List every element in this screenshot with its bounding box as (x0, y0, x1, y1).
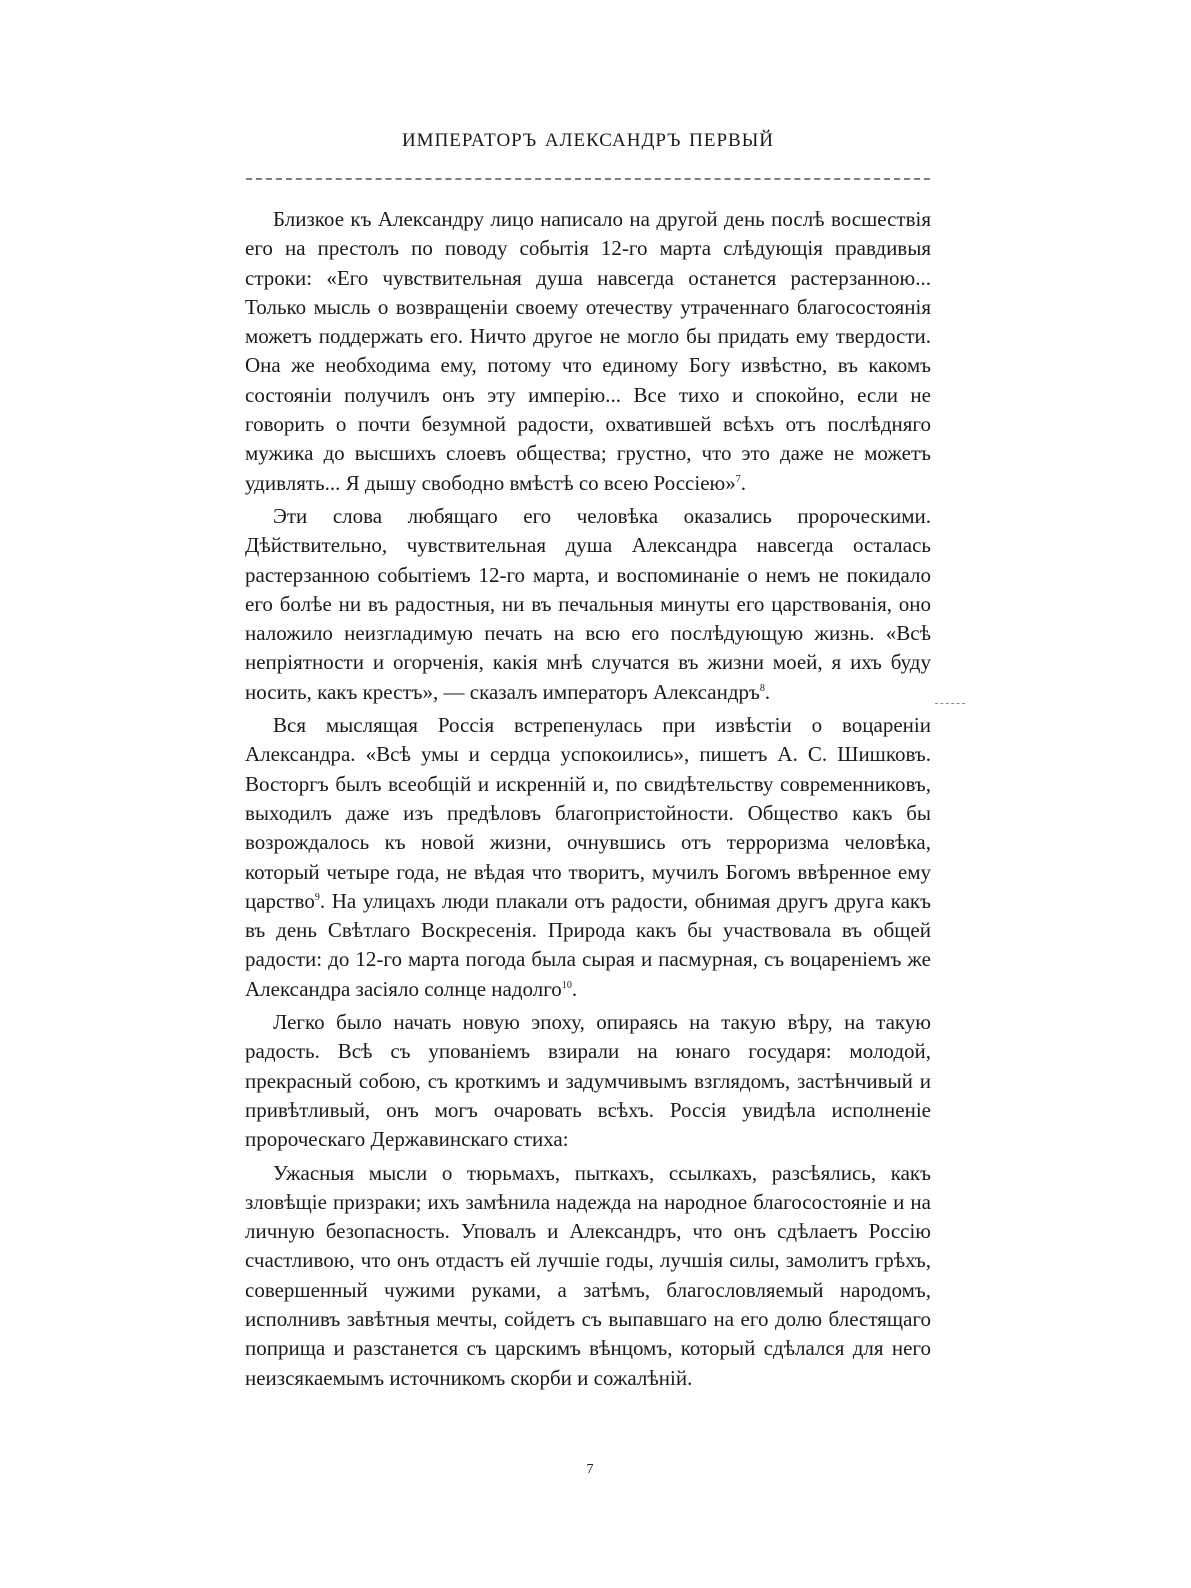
footnote-ref-7: 7 (735, 473, 741, 485)
paragraph-4 (245, 1008, 931, 1154)
running-title: ИМПЕРАТОРЪ АЛЕКСАНДРЪ ПЕРВЫЙ (401, 130, 775, 151)
paragraph-4-text: Легко было начать новую эпоху, опираясь на такую вѣру, на такую радость. Всѣ съ упованіемъ взирали на юнаго государя: молодой, прекрасный собою, съ кроткимъ и задумчивымъ взглядомъ, застѣнчивый и привѣтливый, онъ могъ очаровать всѣхъ. Россія увидѣла исполненіе пророческаго Державинскаго стиха: (245, 1010, 931, 1152)
paragraph-2-text: Эти слова любящаго его человѣка оказались пророческими. Дѣйствительно, чувствительная душа Александра навсегда осталась растерзанною событiемъ 12-го марта, и воспоминаніе о немъ не покидало его болѣе ни въ радостныя, ни въ печальныя минуты его царствованія, оно наложило неизгладимую печать на всю его послѣдующую жизнь. «Всѣ непріятности и огорченія, какія мнѣ случатся въ жизни моей, я ихъ буду носить, какъ крестъ», — сказалъ императоръ Александръ (245, 503, 931, 704)
paragraph-3 (245, 711, 931, 1004)
paragraph-5-text: Ужасныя мысли о тюрьмахъ, пыткахъ, ссылкахъ, разсѣялись, какъ зловѣщіе призраки; ихъ замѣнила надежда на народное благосостояніе и на личную безопасность. Уповалъ и Александръ, что онъ сдѣлаетъ Россію счастливою, что онъ отдастъ ей лучшіе годы, лучшія силы, замолитъ грѣхъ, совершенный чужими руками, а затѣмъ, благословляемый народомъ, исполнивъ завѣтныя мечты, сойдетъ съ выпавшаго на его долю блестящаго поприща и разстанется съ царскимъ вѣнцомъ, который сдѣлался для него неизсякаемымъ источникомъ скорби и сожалѣній. (245, 1160, 931, 1390)
header-rule (246, 178, 930, 180)
page-number: 7 (586, 1462, 594, 1477)
margin-mark (935, 703, 965, 704)
body-text (245, 205, 931, 1397)
footnote-ref-10: 10 (561, 979, 572, 991)
paragraph-2: Эти слова любящаго его человѣка оказались пророческими. Дѣйствительно, чувствительная душа Александра навсегда осталась растерзанною событiемъ 12-го марта, и воспоминаніе о немъ не покидало его болѣе ни въ радостныя, ни въ печальныя минуты его царствованія, оно наложило неизгладимую печать на всю его послѣдующую жизнь. «Всѣ непріятности и огорченія, какія мнѣ случатся въ жизни моей, я ихъ буду носить, какъ крестъ», — сказалъ императоръ Александръ$^8$. (245, 503, 931, 704)
paragraph-3-text-b: . На улицахъ люди плакали отъ радости, обнимая другъ друга какъ въ день Свѣтлаго Воскресенія. Природа какъ бы участвовала въ общей радости: до 12-го марта погода была сырая и пасмурная, съ воцареніемъ же Александра засіяло солнце надолго (245, 888, 931, 1001)
footnote-ref-8: 8 (759, 682, 765, 694)
paragraph-5 (245, 1159, 931, 1393)
footnote-ref-9: 9 (314, 891, 320, 903)
paragraph-1-text: Близкое къ Александру лицо написало на другой день послѣ восшествія его на престолъ по поводу событія 12-го марта слѣдующія правдивыя строки: «Его чувствительная душа навсегда останется растерзанною... Только мысль о возвращенiи своему отечеству утраченнаго благосостоянія можетъ поддержать его. Ничто другое не могло бы придать ему твердости. Она же необходима ему, потому что единому Богу извѣстно, въ какомъ состоянiи получилъ онъ эту имперію... Все тихо и спокойно, если не говорить о почти безумной радости, охватившей всѣхъ отъ послѣдняго мужика до высшихъ слоевъ общества; грустно, что это даже не можетъ удивлять... Я дышу свободно вмѣстѣ со всею Россiею» (245, 207, 931, 495)
paragraph-3-text-c: . (571, 976, 578, 1001)
paragraph-1: Близкое къ Александру лицо написало на другой день послѣ восшествія его на престолъ по поводу событія 12-го марта слѣдующія правдивыя строки: «Его чувствительная душа навсегда останется растерзанною... Только мысль о возвращенiи своему отечеству утраченнаго благосостоянія можетъ поддержать его. Ничто другое не могло бы придать ему твердости. Она же необходима ему, потому что единому Богу извѣстно, въ какомъ состоянiи получилъ онъ эту имперію... Все тихо и спокойно, если не говорить о почти безумной радости, охватившей всѣхъ отъ послѣдняго мужика до высшихъ слоевъ общества; грустно, что это даже не можетъ удивлять... Я дышу свободно вмѣстѣ со всею Россiею»$^7$. (245, 207, 931, 495)
paragraph-3-text-a: Вся мыслящая Россія встрепенулась при извѣстіи о воцареніи Александра. «Всѣ умы и сердца успокоились», пишетъ А. С. Шишковъ. Восторгъ былъ всеобщій и искренній и, по свидѣтельству современниковъ, выходилъ даже изъ предѣловъ благопристойности. Общество какъ бы возрождалось къ новой жизни, очнувшись отъ терроризма человѣка, который четыре года, не вѣдая что творитъ, мучилъ Богомъ ввѣренное ему царство (245, 713, 931, 913)
